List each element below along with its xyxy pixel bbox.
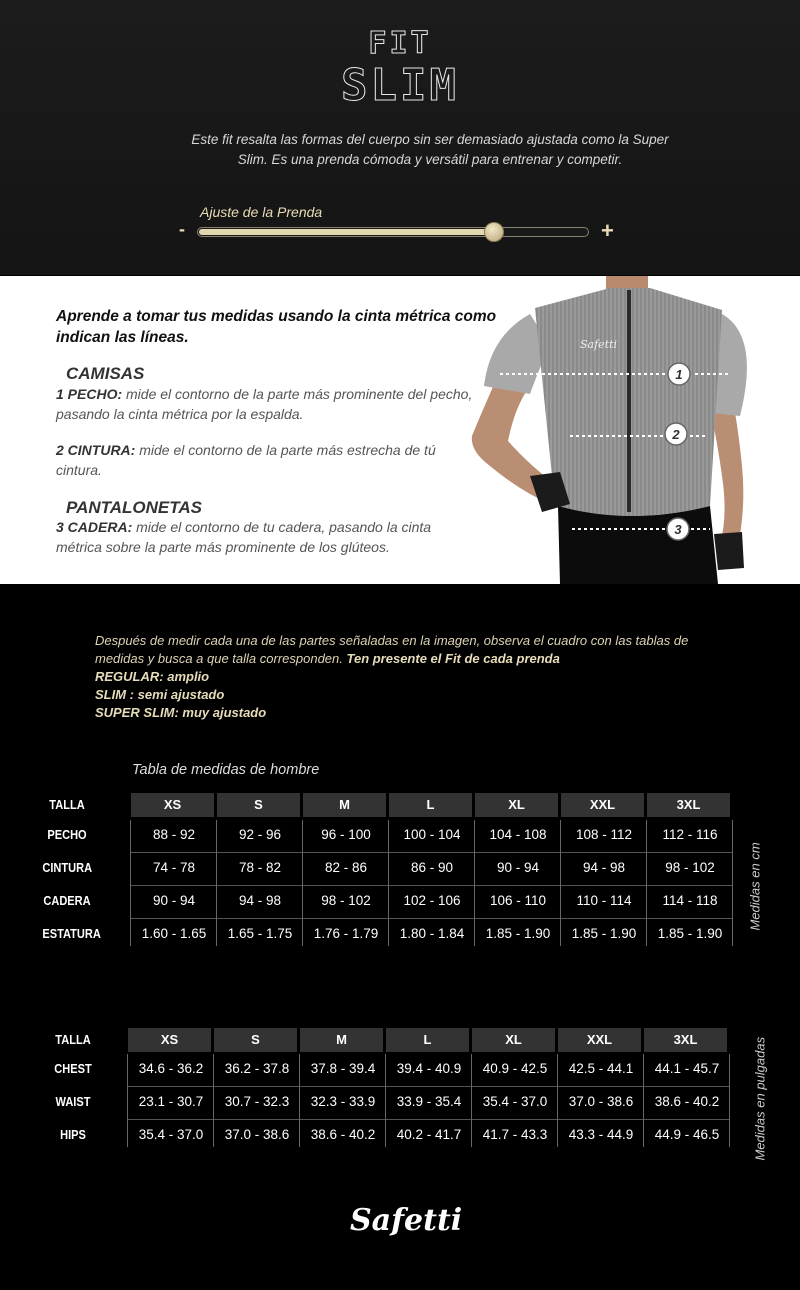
size-header-3xl: 3XL	[647, 793, 730, 817]
zipper	[627, 290, 631, 512]
table-cell: 33.9 - 35.4	[396, 1094, 462, 1109]
cyclist-image	[460, 276, 800, 584]
column-divider	[557, 1054, 558, 1147]
table-cell: 1.60 - 1.65	[141, 926, 207, 941]
table-cell: 37.0 - 38.6	[224, 1127, 290, 1142]
plus-icon: +	[601, 218, 614, 243]
table-cell: 34.6 - 36.2	[138, 1061, 204, 1076]
table-cell: 98 - 102	[665, 860, 715, 875]
table-cell: 78 - 82	[238, 860, 282, 875]
table-cell: 112 - 116	[662, 827, 718, 842]
column-divider	[729, 1054, 730, 1147]
column-divider	[646, 820, 647, 946]
column-divider	[732, 820, 733, 946]
shorts	[558, 506, 718, 584]
chest-label: 1 PECHO:	[56, 386, 123, 402]
marker-1-label: 1	[675, 367, 683, 382]
info-paragraph	[95, 632, 735, 668]
table-cell: 44.9 - 46.5	[654, 1127, 720, 1142]
table-cell: 108 - 112	[575, 827, 633, 842]
size-header-xxl: XXL	[558, 1028, 641, 1052]
table-cell: 32.3 - 33.9	[310, 1094, 376, 1109]
fit-super-slim: SUPER SLIM: muy ajustado	[95, 705, 267, 720]
size-header-xs: XS	[131, 793, 214, 817]
size-header-m: M	[303, 793, 386, 817]
table-cell: 88 - 92	[152, 827, 196, 842]
table-cell: 36.2 - 37.8	[224, 1061, 290, 1076]
size-header-3xl: 3XL	[644, 1028, 727, 1052]
size-info	[95, 632, 735, 722]
column-divider	[388, 820, 389, 946]
table-cell: 41.7 - 43.3	[482, 1127, 548, 1142]
size-header-l: L	[386, 1028, 469, 1052]
table-cell: 1.85 - 1.90	[571, 926, 637, 941]
size-header-s: S	[217, 793, 300, 817]
talla-header-label: TALLA	[49, 797, 85, 812]
fit-regular: REGULAR: amplio	[95, 669, 210, 684]
row-label-pecho: PECHO	[47, 827, 87, 842]
info-text: Después de medir cada una de las partes señaladas en la imagen, observa el cuadro con las tablas de medidas y busca a que talla corresponden.	[95, 633, 689, 666]
section-camisas: CAMISAS	[66, 364, 145, 383]
table-cell: 104 - 108	[489, 827, 547, 842]
size-header-m: M	[300, 1028, 383, 1052]
table-cell: 90 - 94	[496, 860, 540, 875]
table-cell: 1.85 - 1.90	[485, 926, 551, 941]
column-divider	[643, 1054, 644, 1147]
table-cell: 37.8 - 39.4	[310, 1061, 376, 1076]
table-cell: 42.5 - 44.1	[568, 1061, 634, 1076]
measurement-guide	[0, 276, 800, 584]
table-cell: 82 - 86	[324, 860, 368, 875]
neck	[606, 276, 648, 290]
column-divider	[213, 1054, 214, 1147]
row-label-cadera: CADERA	[43, 893, 91, 908]
info-emphasis: Ten presente el Fit de cada prenda	[346, 651, 560, 666]
fit-slim: SLIM : semi ajustado	[95, 687, 225, 702]
table-cell: 35.4 - 37.0	[482, 1094, 548, 1109]
cm-side-label: Medidas en cm	[747, 842, 763, 931]
slider-handle[interactable]	[484, 222, 504, 242]
chest-instruction	[56, 385, 476, 424]
column-divider	[130, 820, 131, 946]
column-divider	[299, 1054, 300, 1147]
table-cell: 102 - 106	[403, 893, 461, 908]
column-divider	[216, 820, 217, 946]
waist-text: mide el contorno de la parte más estrecha de tú cintura.	[56, 442, 436, 478]
section-pantalonetas: PANTALONETAS	[66, 498, 202, 517]
table-cell: 94 - 98	[582, 860, 626, 875]
table-cell: 30.7 - 32.3	[224, 1094, 290, 1109]
table-cell: 90 - 94	[152, 893, 196, 908]
slider-label: Ajuste de la Prenda	[200, 204, 323, 220]
column-divider	[474, 820, 475, 946]
fit-type-title: SLIM	[341, 60, 459, 111]
hip-label: 3 CADERA:	[56, 519, 133, 535]
table-cell: 44.1 - 45.7	[654, 1061, 720, 1076]
row-label-hips: HIPS	[60, 1127, 86, 1142]
row-label-estatura: ESTATURA	[42, 926, 101, 941]
table-cell: 39.4 - 40.9	[396, 1061, 462, 1076]
table-cell: 106 - 110	[489, 893, 547, 908]
jersey-logo: Safetti	[580, 338, 618, 351]
table-cell: 74 - 78	[152, 860, 196, 875]
table-cell: 1.80 - 1.84	[399, 926, 465, 941]
size-header-xxl: XXL	[561, 793, 644, 817]
table-cell: 35.4 - 37.0	[138, 1127, 204, 1142]
table-cell: 92 - 96	[238, 827, 282, 842]
size-header-xl: XL	[472, 1028, 555, 1052]
fit-section	[0, 0, 800, 275]
waist-instruction	[56, 441, 476, 480]
table-cell: 1.76 - 1.79	[313, 926, 379, 941]
talla-header-label: TALLA	[55, 1032, 91, 1047]
brand-logo: Safetti	[350, 1203, 463, 1238]
marker-3-label: 3	[674, 522, 682, 537]
fit-description: Este fit resalta las formas del cuerpo sin ser demasiado ajustada como la Super Slim. Es una prenda cómoda y versátil para entrenar y competir.	[191, 132, 669, 167]
size-header-s: S	[214, 1028, 297, 1052]
table-cell: 96 - 100	[321, 827, 371, 842]
table-cell: 94 - 98	[238, 893, 282, 908]
size-header-xs: XS	[128, 1028, 211, 1052]
table-cell: 98 - 102	[321, 893, 371, 908]
table-cell: 110 - 114	[576, 893, 632, 908]
table-cell: 43.3 - 44.9	[568, 1127, 634, 1142]
table-cell: 86 - 90	[410, 860, 454, 875]
inch-side-label: Medidas en pulgadas	[752, 1036, 768, 1161]
column-divider	[471, 1054, 472, 1147]
marker-2-label: 2	[672, 427, 680, 442]
column-divider	[560, 820, 561, 946]
right-glove	[714, 532, 744, 570]
size-header-xl: XL	[475, 793, 558, 817]
table-cell: 23.1 - 30.7	[138, 1094, 204, 1109]
table-cell: 100 - 104	[403, 827, 461, 842]
size-header-l: L	[389, 793, 472, 817]
slider-fill	[199, 229, 495, 235]
table-cell: 37.0 - 38.6	[568, 1094, 634, 1109]
table-cell: 1.85 - 1.90	[657, 926, 723, 941]
row-label-cintura: CINTURA	[42, 860, 93, 875]
column-divider	[302, 820, 303, 946]
fit-slider[interactable]	[197, 227, 589, 237]
waist-label: 2 CINTURA:	[56, 442, 136, 458]
table-cell: 38.6 - 40.2	[654, 1094, 720, 1109]
guide-heading: Aprende a tomar tus medidas usando la cinta métrica como indican las líneas.	[56, 308, 497, 346]
column-divider	[385, 1054, 386, 1147]
minus-icon: -	[179, 219, 185, 239]
table-cell: 38.6 - 40.2	[310, 1127, 376, 1142]
table-cell: 1.65 - 1.75	[227, 926, 293, 941]
column-divider	[127, 1054, 128, 1147]
table-cell: 40.2 - 41.7	[396, 1127, 462, 1142]
row-label-waist: WAIST	[55, 1094, 91, 1109]
hip-text: mide el contorno de tu cadera, pasando la cinta métrica sobre la parte más prominente de los glúteos.	[56, 519, 432, 555]
table-caption: Tabla de medidas de hombre	[132, 762, 320, 778]
chest-text: mide el contorno de la parte más prominente del pecho, pasando la cinta métrica por la espalda.	[56, 386, 473, 422]
fit-title: FIT	[368, 26, 432, 61]
row-label-chest: CHEST	[54, 1061, 92, 1076]
table-cell: 40.9 - 42.5	[482, 1061, 548, 1076]
hip-instruction	[56, 518, 476, 557]
table-cell: 114 - 118	[662, 893, 718, 908]
